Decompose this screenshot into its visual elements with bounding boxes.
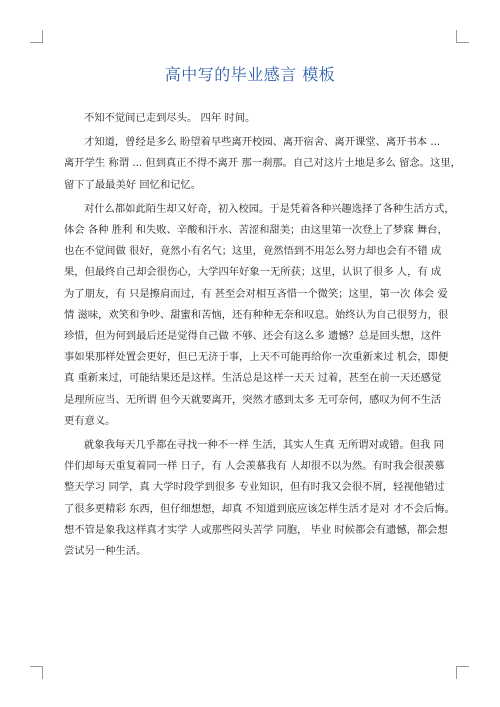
text-line: 不知不觉间已走到尽头。 四年 时间。 [84,112,256,124]
text-line: 珍惜，但为何到最后还是觉得自己做 不够、还会有这么多 遗憾？总是回头想，这件 [64,330,442,343]
text-line: 为了朋友，有 只是擦肩而过，有 甚至会对相互吝惜一个微笑；这里，第一次 体会 爱 [64,287,448,300]
text-line: 尝试另一种生活。 [64,545,147,558]
paragraph-2 [64,132,461,196]
text-line: 也在不觉间做 很好，竟然小有名气；这里，竟然悟到不用怎么努力却也会有不错 成 [64,245,442,258]
text-line: 事如果那样处置会更好，但已无济于事，上天不可能再给你一次重新来过 机会，即便 [64,351,449,364]
text-line: 体会 各种 胜利 和失败、辛酸和汗水、苦涩和甜美；由这里第一次登上了梦寐 舞台， [64,224,448,237]
document-title: 高中写的毕业感言 模板 [164,65,336,84]
text-line: 伴们却每天重复着同一样 日子，有 人会羡慕我有 人却很不以为然。有时我会很羡慕 [64,460,445,473]
text-line: 了很多更精彩 东西，但仔细想想，却真 不知道到底应该怎样生活才是对 才不会后悔。 [64,502,455,515]
text-line: 就象我每天几乎都在寻找一种不一样 生活，其实人生真 无所谓对或错。但我 同 [84,439,444,452]
text-line: 是理所应当、无所谓 但今天就要离开，突然才感到太多 无可奈何，感叹为何不生活 [64,393,442,406]
paragraph-3 [64,199,455,432]
text-line: 留下了最最美好 回忆和记忆。 [64,178,202,191]
text-line: 对什么都如此陌生却又好奇，初入校园。于是凭着各种兴趣选择了各种生活方式， [84,202,455,215]
crop-mark-bottom-left [30,666,43,679]
text-line: 想不管是象我这样真才实学 人或那些闷头苦学 同胞， 毕业 时候都会有遗憾，都会想 [64,523,448,536]
crop-mark-bottom-right [456,666,469,679]
crop-mark-top-right [456,30,469,43]
text-line: 果，但最终自己却会很伤心，大学四年好象一无所获；这里，认识了很多 人，有 成 [64,266,442,279]
text-line: 整天学习 同学，真 大学时段学到很多 专业知识，但有时我又会很不屑，轻视他错过 [64,481,445,494]
text-line: 更有意义。 [64,414,116,427]
paragraph-1 [64,108,442,129]
text-line: 情 滋味，欢笑和争吵、甜蜜和苦恼，还有种种无奈和叹息。始终认为自己很努力，很 [64,308,449,321]
text-line: 才知道，曾经是多么 盼望着早些离开校园、离开宿舍、离开课堂、离开书本 ... [84,136,441,149]
text-line: 真 重新来过，可能结果还是这样。生活总是这样一天天 过着，甚至在前一天还感觉 [64,372,442,385]
paragraph-4 [64,435,455,562]
document-body [64,108,461,565]
text-line: 离开学生 称谓 ... 但到真正不得不离开 那一刹那。自己对这片土地是多么 留念。这里， [64,157,461,170]
crop-mark-top-left [30,30,43,43]
